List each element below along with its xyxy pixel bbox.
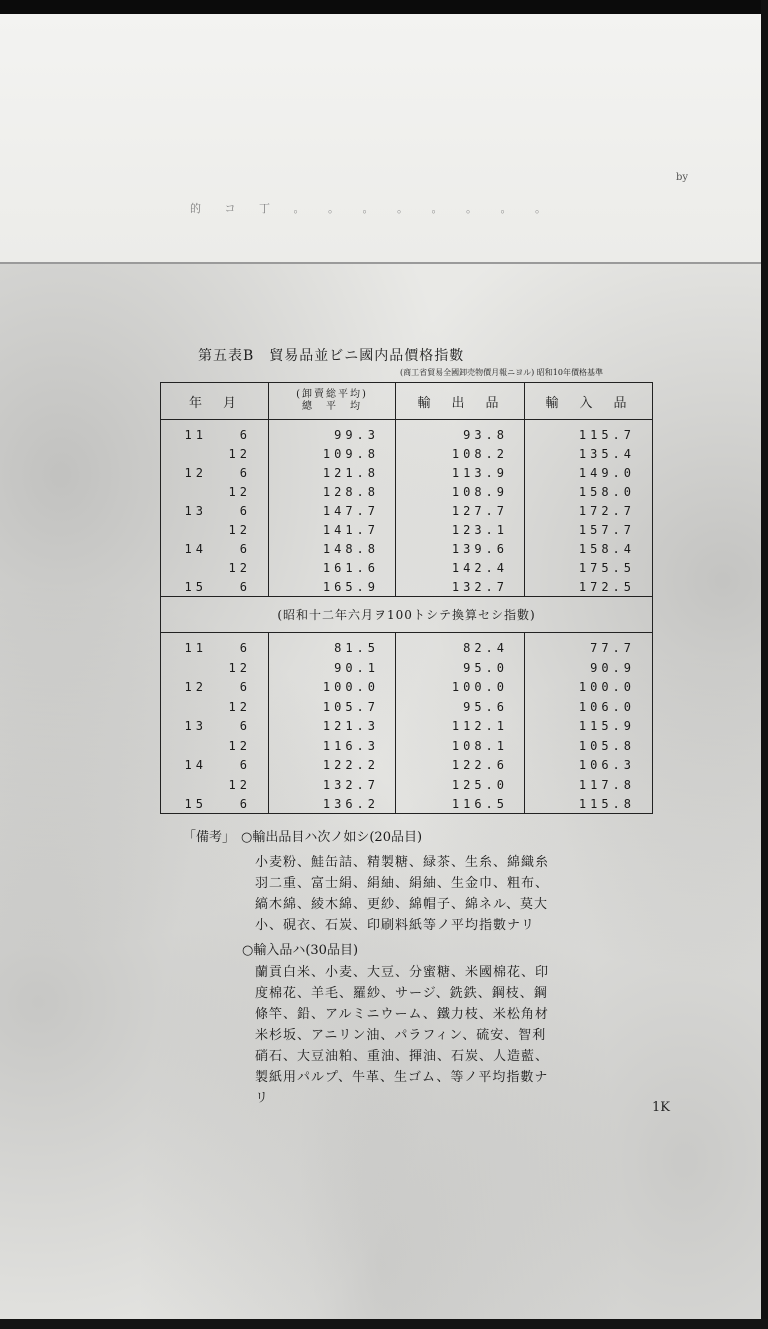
imports-heading: ○輸入品ハ(30品目) <box>242 943 359 958</box>
column-year-month <box>161 420 269 596</box>
table-cell: 135.4 <box>578 447 635 461</box>
table-cell: 95.0 <box>463 660 508 675</box>
paragraph-line: 小麦粉、鮭缶詰、精製糖、緑茶、生糸、綿織糸 <box>255 855 550 870</box>
table-cell: 108.9 <box>451 485 508 499</box>
table-cell: 175.5 <box>578 561 635 575</box>
table-cell: 82.4 <box>463 641 508 655</box>
table-cell: 81.5 <box>334 641 379 655</box>
paragraph-line: 米杉坂、アニリン油、パラフィン、硫安、智利 <box>255 1028 547 1043</box>
header-imports: 輸 入 品 <box>545 395 631 411</box>
bleed-through-text: 的 コ 丁 。 。 。 。 。 。 。 。 <box>190 202 556 215</box>
table-row: 12 6 <box>184 466 251 480</box>
table-cell: 132.7 <box>451 580 508 594</box>
paragraph-line: 縞木綿、綾木綿、更紗、綿帽子、綿ネル、莫大 <box>255 897 548 912</box>
upper-sheet <box>0 14 761 263</box>
table-cell: 136.2 <box>322 797 379 811</box>
paragraph-line: 條竿、鉛、アルミニウーム、鐵力枝、米松角材 <box>255 1007 549 1022</box>
table-row: 11 6 <box>184 428 251 442</box>
table-cell: 115.7 <box>578 428 635 442</box>
table-cell: 93.8 <box>463 428 508 442</box>
paragraph-line: 羽二重、富士絹、絹紬、絹紬、生金巾、粗布、 <box>255 876 550 891</box>
table-cell: 116.3 <box>322 738 379 753</box>
table-cell: 112.1 <box>451 719 508 733</box>
table-cell: 158.0 <box>578 485 635 499</box>
header-year-month: 年 月 <box>161 383 269 419</box>
paragraph-line: 小、硯衣、石炭、印刷料紙等ノ平均指數ナリ <box>255 918 536 933</box>
table-cell: 108.2 <box>451 447 508 461</box>
exports-heading: ○輸出品目ハ次ノ如シ(20品目) <box>241 830 423 845</box>
exports-item-list <box>255 852 650 936</box>
column-imports <box>525 633 651 813</box>
table-cell: 99.3 <box>334 428 379 442</box>
table-row: 13 6 <box>184 504 251 518</box>
rebased-index-note: (昭和十二年六月ヲ100トシテ換算セシ指數) <box>161 597 652 633</box>
table-cell: 148.8 <box>322 542 379 556</box>
table-cell: 121.3 <box>322 719 379 733</box>
column-exports <box>396 633 525 813</box>
price-index-table <box>160 382 653 814</box>
table-cell: 113.9 <box>451 466 508 480</box>
table-cell: 142.4 <box>451 561 508 575</box>
table-cell: 157.7 <box>578 523 635 537</box>
table-cell: 100.0 <box>578 680 635 694</box>
header-avg-line1: (卸賣総平均) <box>296 389 368 400</box>
table-cell: 100.0 <box>451 680 508 694</box>
table-row: 12 <box>228 447 251 461</box>
table-cell: 128.8 <box>322 485 379 499</box>
column-exports <box>396 420 525 596</box>
table-row: 12 6 <box>184 680 251 694</box>
header-avg-line2: 總 平 均 <box>302 401 362 412</box>
table-cell: 158.4 <box>578 542 635 556</box>
table-cell: 147.7 <box>322 504 379 518</box>
remarks-section <box>183 826 653 845</box>
table-cell: 108.1 <box>451 738 508 753</box>
scan-top-border <box>0 0 768 14</box>
page-number: 1K <box>652 1100 670 1115</box>
table-row: 12 <box>228 738 251 753</box>
column-overall-average <box>269 420 396 596</box>
table-row: 14 6 <box>184 542 251 556</box>
table-row: 15 6 <box>184 797 251 811</box>
table-cell: 105.8 <box>578 738 635 753</box>
table-cell: 121.8 <box>322 466 379 480</box>
paragraph-line: 製紙用パルプ、牛革、生ゴム、等ノ平均指數ナ <box>255 1070 549 1085</box>
table-row: 13 6 <box>184 719 251 733</box>
table-cell: 141.7 <box>322 523 379 537</box>
paragraph-line: 蘭貢白米、小麦、大豆、分蜜糖、米國棉花、印 <box>255 965 550 980</box>
table-cell: 127.7 <box>451 504 508 518</box>
column-overall-average <box>269 633 396 813</box>
table-cell: 105.7 <box>322 699 379 714</box>
table-row: 12 <box>228 561 251 575</box>
table-cell: 122.2 <box>322 758 379 772</box>
table-title: 第五表B 貿易品並ビニ國内品價格指數 <box>198 348 465 364</box>
table-row: 12 <box>228 485 251 499</box>
table-cell: 90.9 <box>590 660 635 675</box>
table-section-base-1936 <box>161 420 652 597</box>
paragraph-line: 度棉花、羊毛、羅紗、サージ、銑鉄、鋼枝、鋼 <box>255 986 548 1001</box>
table-cell: 125.0 <box>451 777 508 792</box>
header-exports: 輸 出 品 <box>396 383 525 419</box>
table-cell: 149.0 <box>578 466 635 480</box>
table-row: 15 6 <box>184 580 251 594</box>
table-cell: 109.8 <box>322 447 379 461</box>
table-cell: 161.6 <box>322 561 379 575</box>
table-section-rebased <box>161 633 652 813</box>
table-row: 12 <box>228 777 251 792</box>
table-source-note: (商工省貿易全國卸売物價月報ニヨル) 昭和10年價格基準 <box>400 368 603 377</box>
scan-bottom-border <box>0 1319 768 1329</box>
remarks-label: 「備考」 <box>183 830 236 845</box>
paragraph-line: 硝石、大豆油粕、重油、揮油、石炭、人造藍、 <box>255 1049 550 1064</box>
table-cell: 100.0 <box>322 680 379 694</box>
table-cell: 106.0 <box>578 699 635 714</box>
table-cell: 95.6 <box>463 699 508 714</box>
table-row: 12 <box>228 699 251 714</box>
table-cell: 123.1 <box>451 523 508 537</box>
table-cell: 132.7 <box>322 777 379 792</box>
table-row: 11 6 <box>184 641 251 655</box>
table-cell: 106.3 <box>578 758 635 772</box>
handwritten-mark: by <box>676 172 689 183</box>
paragraph-line: リ <box>255 1091 270 1106</box>
table-header-row <box>161 383 652 420</box>
table-row: 12 <box>228 660 251 675</box>
imports-item-list <box>255 962 650 1109</box>
table-cell: 139.6 <box>451 542 508 556</box>
table-cell: 116.5 <box>451 797 508 811</box>
table-cell: 172.7 <box>578 504 635 518</box>
table-cell: 117.8 <box>578 777 635 792</box>
scan-right-border <box>761 0 768 1329</box>
table-cell: 115.9 <box>578 719 635 733</box>
column-imports <box>525 420 651 596</box>
table-cell: 115.8 <box>578 797 635 811</box>
table-row: 12 <box>228 523 251 537</box>
header-overall-average <box>269 383 396 419</box>
table-cell: 172.5 <box>578 580 635 594</box>
table-cell: 77.7 <box>590 641 635 655</box>
column-year-month <box>161 633 269 813</box>
table-cell: 165.9 <box>322 580 379 594</box>
table-cell: 122.6 <box>451 758 508 772</box>
remarks-header <box>183 826 653 845</box>
table-row: 14 6 <box>184 758 251 772</box>
table-cell: 90.1 <box>334 660 379 675</box>
